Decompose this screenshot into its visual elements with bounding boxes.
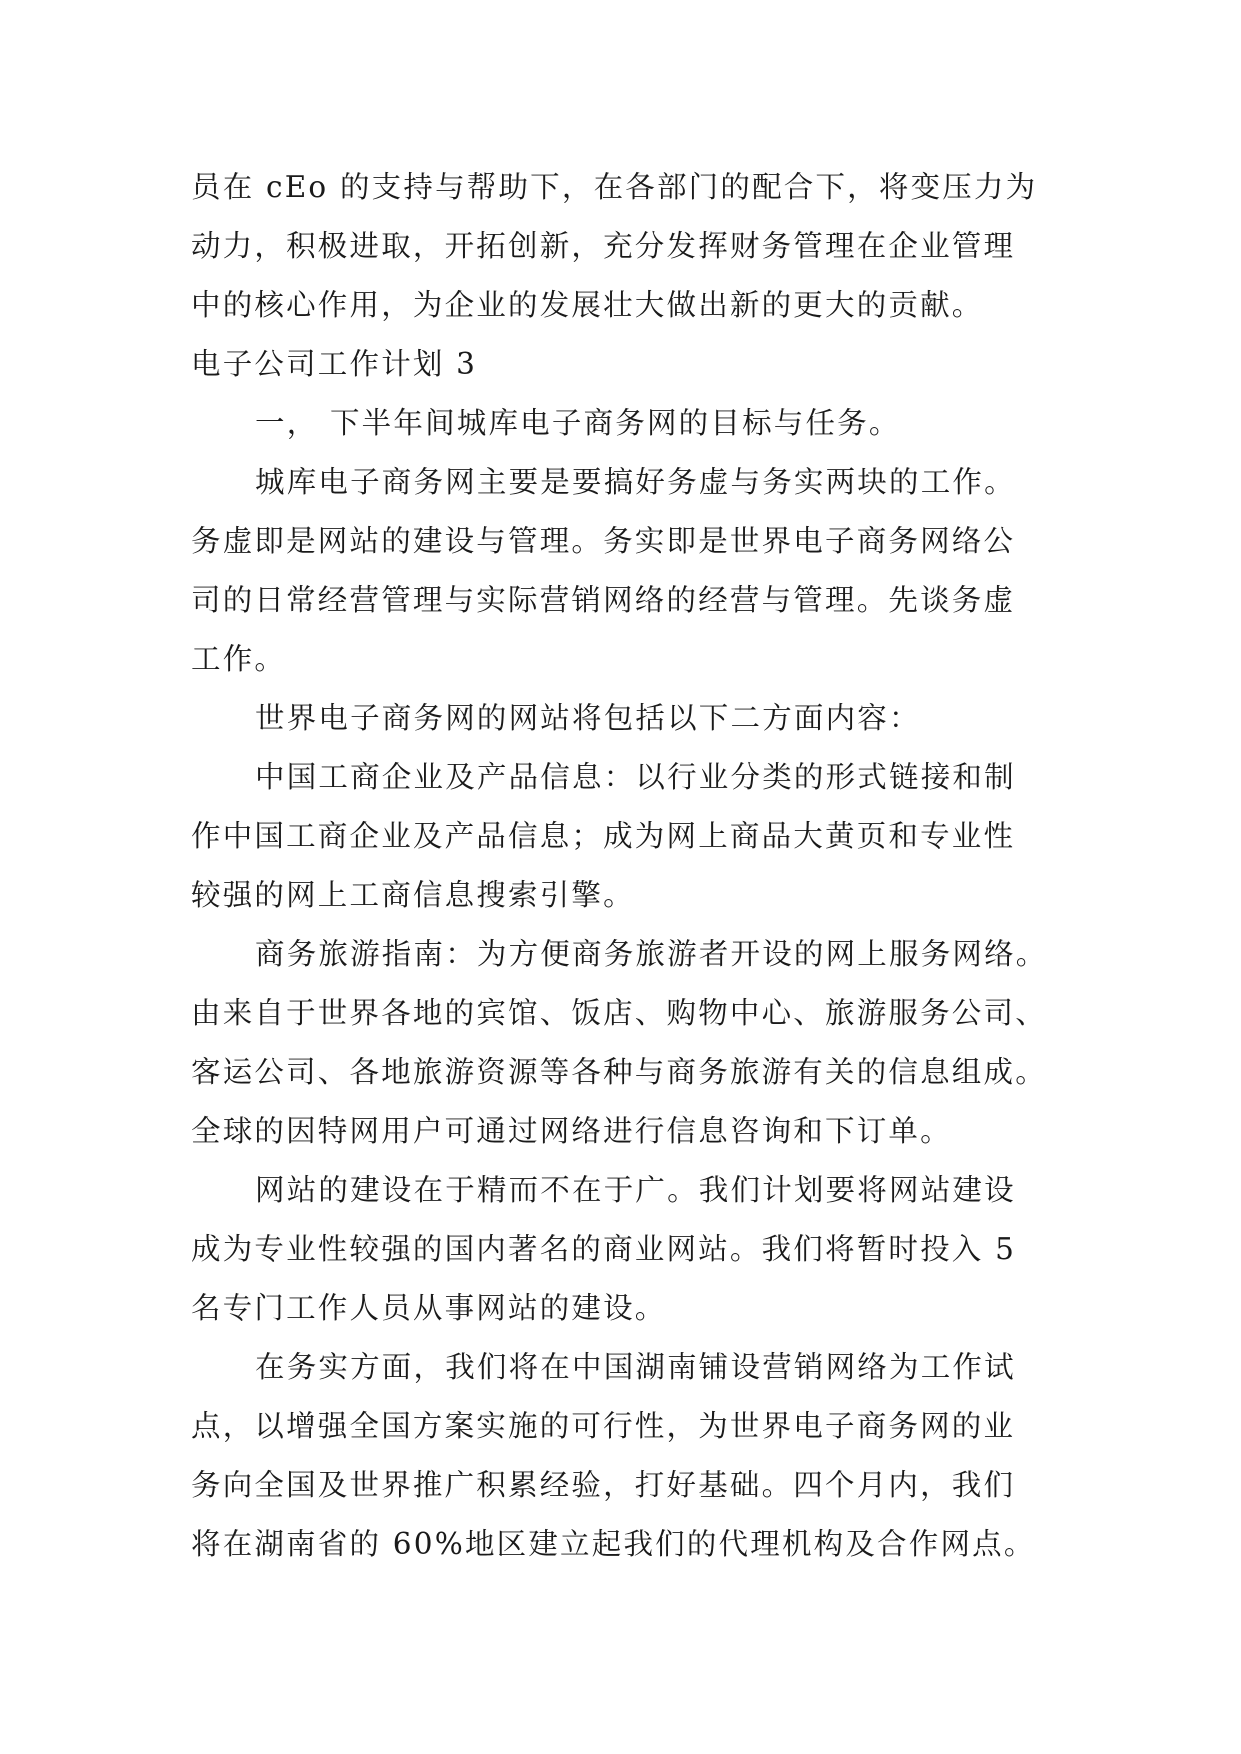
text-line-1: 员在 cEo 的支持与帮助下，在各部门的配合下，将变压力为: [191, 170, 1038, 204]
text-line-19: 成为专业性较强的国内著名的商业网站。我们将暂时投入 5: [191, 1232, 1017, 1266]
text-line-22: 点，以增强全国方案实施的可行性，为世界电子商务网的业: [191, 1409, 1016, 1443]
text-line-24: 将在湖南省的 60%地区建立起我们的代理机构及合作网点。: [191, 1527, 1036, 1561]
text-line-18: 网站的建设在于精而不在于广。我们计划要将网站建设: [255, 1173, 1016, 1207]
text-line-6: 城库电子商务网主要是要搞好务虚与务实两块的工作。: [255, 465, 1016, 499]
text-line-20: 名专门工作人员从事网站的建设。: [191, 1291, 667, 1325]
text-line-9: 工作。: [191, 642, 287, 676]
subsection-heading: 一， 下半年间城库电子商务网的目标与任务。: [255, 406, 901, 440]
text-line-11: 中国工商企业及产品信息：以行业分类的形式链接和制: [255, 760, 1016, 794]
text-line-21: 在务实方面，我们将在中国湖南铺设营销网络为工作试: [255, 1350, 1016, 1384]
text-line-2: 动力，积极进取，开拓创新，充分发挥财务管理在企业管理: [191, 229, 1016, 263]
text-line-15: 由来自于世界各地的宾馆、饭店、购物中心、旅游服务公司、: [191, 996, 1047, 1030]
text-line-10: 世界电子商务网的网站将包括以下二方面内容：: [255, 701, 921, 735]
text-line-8: 司的日常经营管理与实际营销网络的经营与管理。先谈务虚: [191, 583, 1016, 617]
text-line-3: 中的核心作用，为企业的发展壮大做出新的更大的贡献。: [191, 288, 984, 322]
document-body: [191, 158, 1061, 1574]
text-line-16: 客运公司、各地旅游资源等各种与商务旅游有关的信息组成。: [191, 1055, 1047, 1089]
text-line-12: 作中国工商企业及产品信息；成为网上商品大黄页和专业性: [191, 819, 1016, 853]
section-heading: 电子公司工作计划 3: [191, 347, 478, 381]
text-line-13: 较强的网上工商信息搜索引擎。: [191, 878, 635, 912]
text-line-14: 商务旅游指南：为方便商务旅游者开设的网上服务网络。: [255, 937, 1048, 971]
text-line-23: 务向全国及世界推广积累经验，打好基础。四个月内，我们: [191, 1468, 1016, 1502]
text-line-7: 务虚即是网站的建设与管理。务实即是世界电子商务网络公: [191, 524, 1016, 558]
text-line-17: 全球的因特网用户可通过网络进行信息咨询和下订单。: [191, 1114, 952, 1148]
